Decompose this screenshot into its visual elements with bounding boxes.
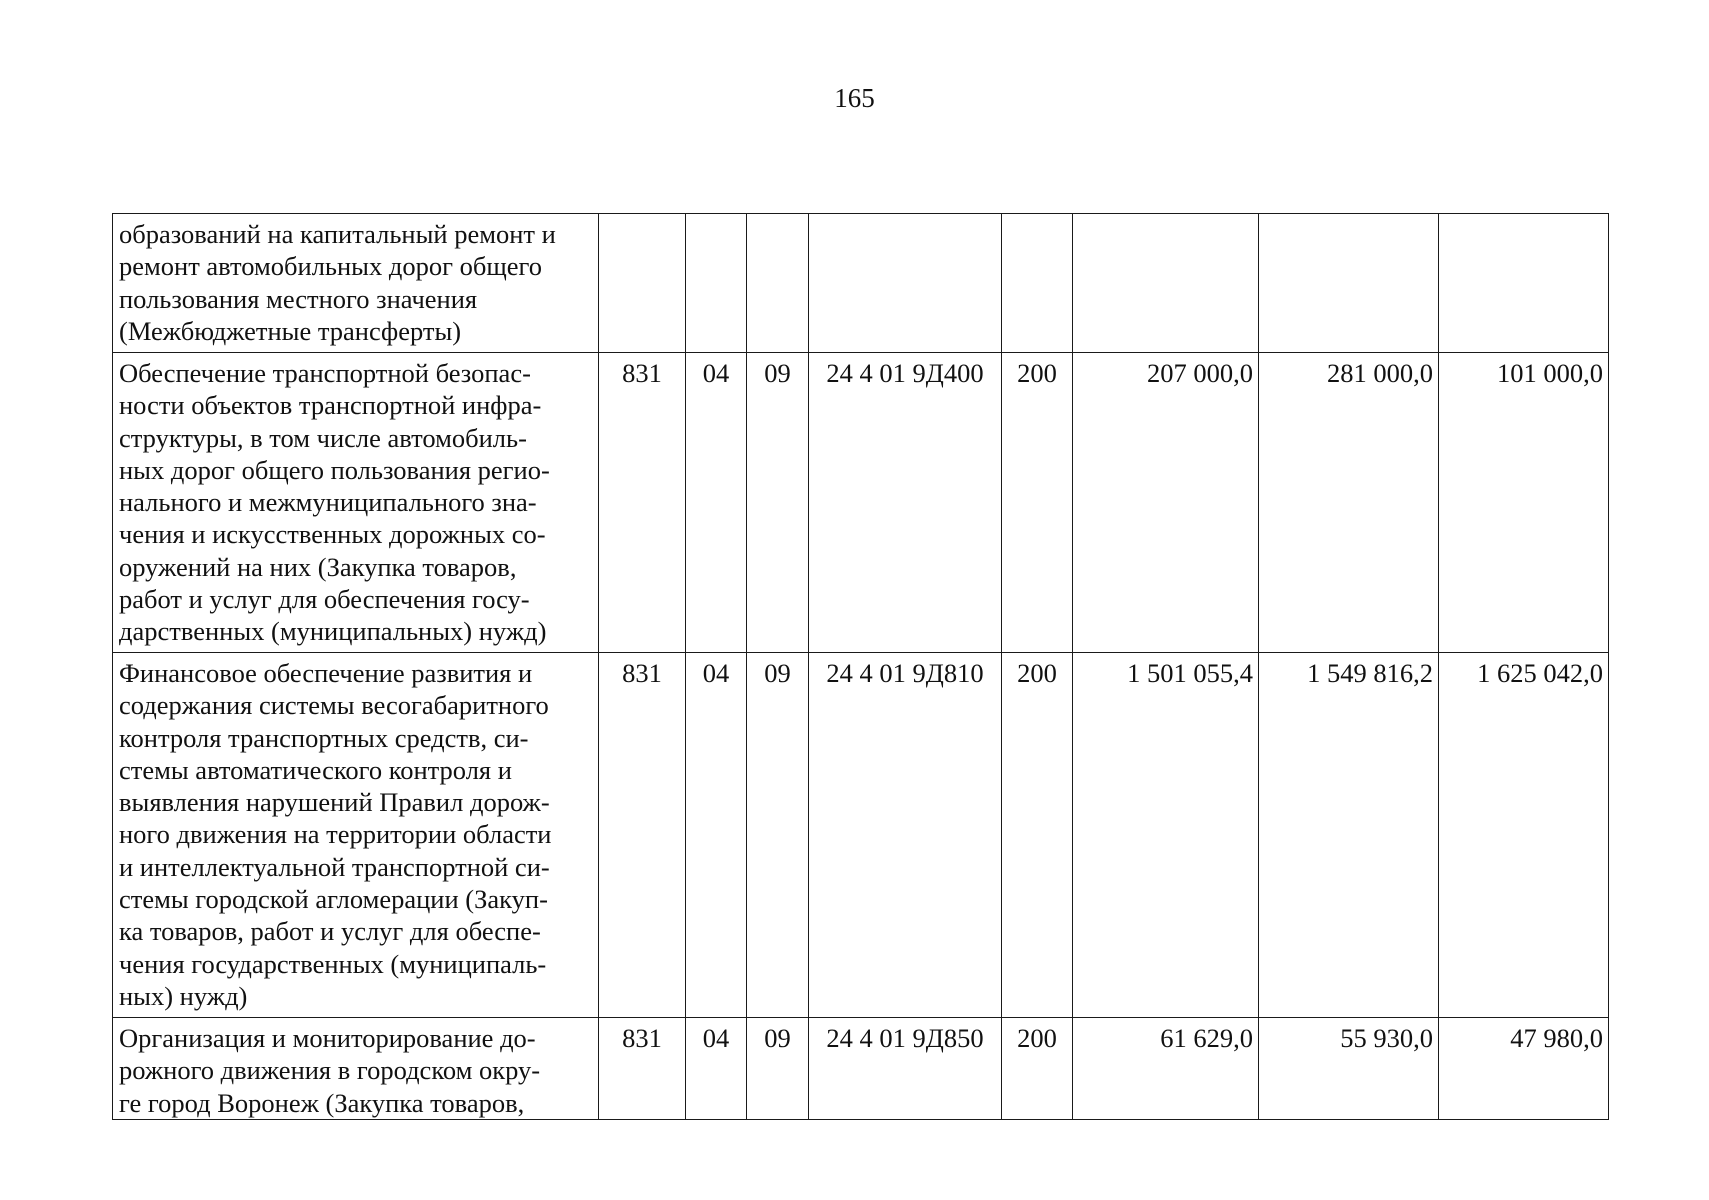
description-line: содержания системы весогабаритного (119, 690, 549, 721)
description-line: работ и услуг для обеспечения госу- (119, 584, 530, 615)
vr-cell: 200 (1002, 1018, 1073, 1120)
description-line: ного движения на территории области (119, 819, 552, 850)
description-line: дарственных (муниципальных) нужд) (119, 616, 547, 647)
table-row (113, 1018, 1609, 1120)
description-cell (113, 1018, 599, 1120)
sum-year2-cell: 1 549 816,2 (1259, 653, 1439, 1018)
csr-cell: 24 4 01 9Д850 (809, 1018, 1002, 1120)
sum-year2-cell: 55 930,0 (1259, 1018, 1439, 1120)
pr-cell: 09 (747, 653, 809, 1018)
gr-cell (599, 214, 686, 353)
vr-cell (1002, 214, 1073, 353)
sum-year1-cell: 207 000,0 (1073, 353, 1259, 653)
description-line: стемы городской агломерации (Закуп- (119, 884, 548, 915)
gr-cell: 831 (599, 653, 686, 1018)
table-row (113, 214, 1609, 353)
sum-year3-cell: 47 980,0 (1439, 1018, 1609, 1120)
description-line: (Межбюджетные трансферты) (119, 315, 462, 346)
budget-table (112, 213, 1609, 1120)
description-line: ремонт автомобильных дорог общего (119, 251, 542, 282)
sum-year1-cell (1073, 214, 1259, 353)
page-number: 165 (834, 83, 875, 113)
csr-cell (809, 214, 1002, 353)
sum-year2-cell (1259, 214, 1439, 353)
description-line: чения государственных (муниципаль- (119, 948, 547, 979)
description-cell (113, 353, 599, 653)
description-line: ка товаров, работ и услуг для обеспе- (119, 916, 541, 947)
description-line: выявления нарушений Правил дорож- (119, 787, 550, 818)
description-line: ге город Воронеж (Закупка товаров, (119, 1087, 525, 1118)
description-line: структуры, в том числе автомобиль- (119, 422, 527, 453)
description-line: образований на капитальный ремонт и (119, 219, 556, 249)
table-row (113, 653, 1609, 1018)
description-line: рожного движения в городском окру- (119, 1055, 541, 1086)
rz-cell (686, 214, 747, 353)
pr-cell: 09 (747, 1018, 809, 1120)
description-cell (113, 653, 599, 1018)
sum-year2-cell: 281 000,0 (1259, 353, 1439, 653)
description-line: ных) нужд) (119, 980, 248, 1011)
gr-cell: 831 (599, 353, 686, 653)
rz-cell: 04 (686, 1018, 747, 1120)
csr-cell: 24 4 01 9Д810 (809, 653, 1002, 1018)
sum-year1-cell: 1 501 055,4 (1073, 653, 1259, 1018)
description-line: пользования местного значения (119, 283, 478, 314)
description-line: Обеспечение транспортной безопас- (119, 358, 531, 388)
description-line: нального и межмуниципального зна- (119, 487, 537, 518)
description-line: ных дорог общего пользования регио- (119, 454, 550, 485)
description-line: Финансовое обеспечение развития и (119, 658, 533, 688)
pr-cell (747, 214, 809, 353)
vr-cell: 200 (1002, 353, 1073, 653)
description-cell (113, 214, 599, 353)
pr-cell: 09 (747, 353, 809, 653)
gr-cell: 831 (599, 1018, 686, 1120)
sum-year3-cell (1439, 214, 1609, 353)
rz-cell: 04 (686, 653, 747, 1018)
description-line: и интеллектуальной транспортной си- (119, 851, 550, 882)
vr-cell: 200 (1002, 653, 1073, 1018)
sum-year1-cell: 61 629,0 (1073, 1018, 1259, 1120)
description-line: контроля транспортных средств, си- (119, 722, 529, 753)
description-line: Организация и мониторирование до- (119, 1023, 536, 1053)
description-line: оружений на них (Закупка товаров, (119, 551, 517, 582)
sum-year3-cell: 101 000,0 (1439, 353, 1609, 653)
csr-cell: 24 4 01 9Д400 (809, 353, 1002, 653)
rz-cell: 04 (686, 353, 747, 653)
sum-year3-cell: 1 625 042,0 (1439, 653, 1609, 1018)
description-line: чения и искусственных дорожных со- (119, 519, 546, 550)
description-line: ности объектов транспортной инфра- (119, 390, 542, 421)
table-row (113, 353, 1609, 653)
description-line: стемы автоматического контроля и (119, 754, 512, 785)
